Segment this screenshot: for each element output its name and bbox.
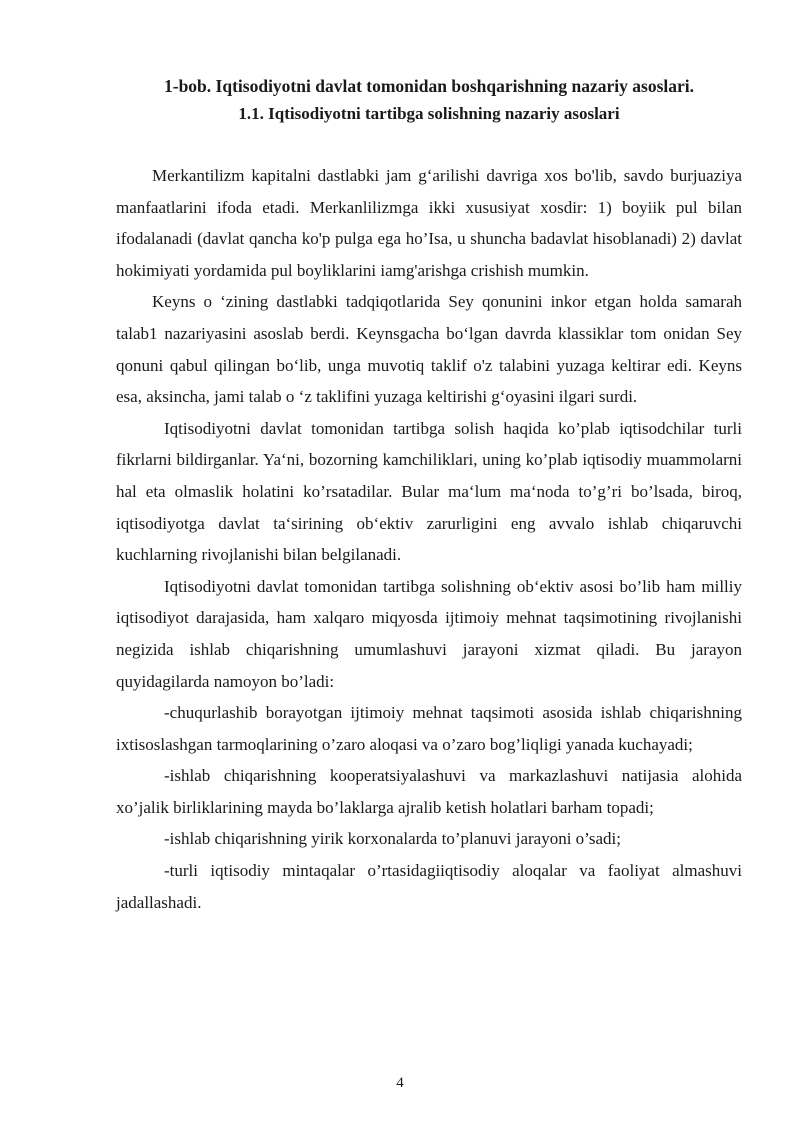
paragraph-mercantilism: Merkantilizm kapitalni dastlabki jam g‘arilishi davriga xos bo'lib, savdo burjuaziya manfaatlarini ifoda etadi. Merkanlilizmga ikki xususiyat xosdir: 1) boyiik pul bilan ifodalanadi (davlat qancha ko'p pulga ega ho’Isa, u shuncha badavlat hisoblanadi) 2) davlat hokimiyati yordamida pul boyliklarini iamg'arishga crishish mumkin. bbox=[116, 166, 742, 280]
list-item-specialization: -chuqurlashib borayotgan ijtimoiy mehnat taqsimoti asosida ishlab chiqarishning ixtisoslashgan tarmoqlarining o’zaro aloqasi va o’zaro bog’liqligi yanada kuchayadi; bbox=[116, 703, 742, 754]
paragraph-objective-basis: Iqtisodiyotni davlat tomonidan tartibga solishning ob‘ektiv asosi bo’lib ham milliy iqtisodiyot darajasida, ham xalqaro miqyosda ijtimoiy mehnat taqsimotining rivojlanishi negizida ishlab chiqarishning umumlashuvi jarayoni xizmat qiladi. Bu jarayon quyidagilarda namoyon bo’ladi: bbox=[116, 576, 742, 691]
chapter-title: 1-bob. Iqtisodiyotni davlat tomonidan boshqarishning nazariy asoslari. bbox=[164, 76, 694, 96]
paragraph-keynes: Keyns o ‘zining dastlabki tadqiqotlarida Sey qonunini inkor etgan holda samarah talab1 nazariyasini asoslab berdi. Keynsgacha bo‘lgan davrda klassiklar tom onidan Sey qonuni qabul qilingan bo‘lib, unga muvotiq taklif o'z talabini yuzaga keltirar edi. Keyns esa, aksincha, jami talab o ‘z taklifini yuzaga keltirishi g‘oyasini ilgari surdi. bbox=[116, 292, 742, 407]
list-item-regional-ties: -turli iqtisodiy mintaqalar o’rtasidagiiqtisodiy aloqalar va faoliyat almashuvi jadallashadi. bbox=[116, 861, 742, 912]
document-page bbox=[116, 72, 742, 918]
list-item-concentration: -ishlab chiqarishning yirik korxonalarda to’planuvi jarayoni o’sadi; bbox=[164, 829, 621, 849]
paragraph-state-regulation: Iqtisodiyotni davlat tomonidan tartibga solish haqida ko’plab iqtisodchilar turli fikrlarni bildirganlar. Ya‘ni, bozorning kamchiliklari, uning ko’plab iqtisodiy muammolarni hal eta olmaslik holatini ko’rsatadilar. Bular ma‘lum ma‘noda to’g’ri bo’lsada, biroq, iqtisodiyotga davlat ta‘sirining ob‘ektiv zarurligini eng avvalo ishlab chiqaruvchi kuchlarning rivojlanishi bilan belgilanadi. bbox=[116, 418, 742, 565]
section-title: 1.1. Iqtisodiyotni tartibga solishning nazariy asoslari bbox=[238, 104, 620, 123]
list-item-cooperation: -ishlab chiqarishning kooperatsiyalashuvi va markazlashuvi natijasia alohida xo’jalik birliklarining mayda bo’laklarga ajralib ketish holatlari barham topadi; bbox=[116, 766, 742, 817]
page-number: 4 bbox=[396, 1075, 404, 1091]
